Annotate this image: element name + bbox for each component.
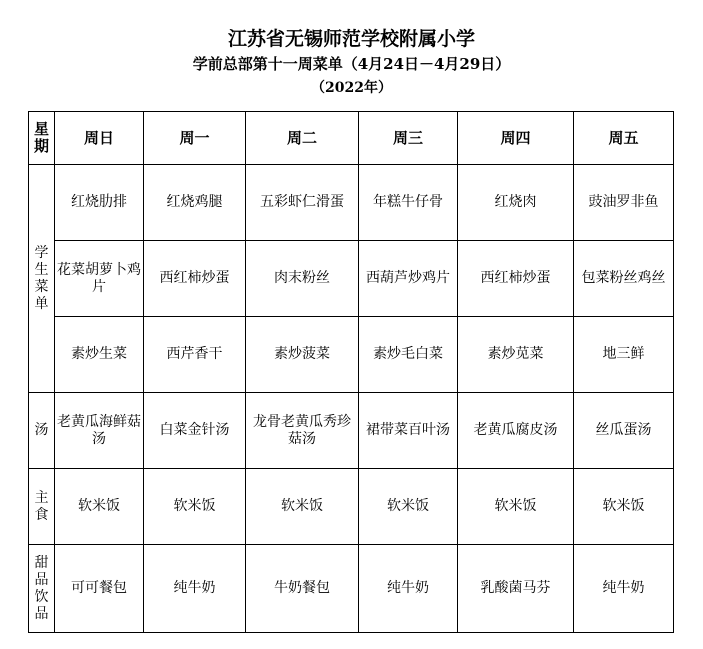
menu-cell: 年糕牛仔骨 [359, 165, 458, 241]
category-soup [29, 393, 55, 469]
day-header: 周一 [144, 112, 246, 165]
menu-year: （2022年） [311, 80, 392, 96]
menu-subtitle: 学前总部第十一周菜单（4月24日－4月29日） [192, 55, 511, 73]
category-char: 主 [34, 489, 49, 506]
menu-cell: 包菜粉丝鸡丝 [574, 241, 674, 317]
menu-cell: 老黄瓜海鲜菇汤 [55, 393, 144, 469]
menu-cell: 软米饭 [458, 469, 574, 545]
category-char: 学 [34, 244, 49, 261]
day-header: 周三 [359, 112, 458, 165]
category-char: 菜 [34, 278, 49, 295]
table-row [29, 241, 674, 317]
menu-cell: 软米饭 [246, 469, 359, 545]
category-char: 饮 [34, 588, 49, 605]
day-header: 周二 [246, 112, 359, 165]
menu-cell: 纯牛奶 [574, 545, 674, 633]
corner-label [29, 112, 55, 165]
category-student-menu [29, 165, 55, 393]
menu-cell: 西红柿炒蛋 [144, 241, 246, 317]
menu-cell: 裙带菜百叶汤 [359, 393, 458, 469]
category-char: 生 [34, 261, 49, 278]
menu-cell: 纯牛奶 [144, 545, 246, 633]
menu-cell: 素炒毛白菜 [359, 317, 458, 393]
menu-cell: 红烧鸡腿 [144, 165, 246, 241]
day-header: 周日 [55, 112, 144, 165]
staple-row [29, 469, 674, 545]
menu-cell: 白菜金针汤 [144, 393, 246, 469]
corner-char: 期 [33, 137, 49, 155]
category-char: 品 [34, 605, 49, 622]
category-char: 单 [34, 295, 49, 312]
dessert-row [29, 545, 674, 633]
menu-cell: 软米饭 [55, 469, 144, 545]
category-char: 甜 [34, 554, 49, 571]
page-title: 江苏省无锡师范学校附属小学 [227, 28, 475, 50]
weekly-menu-table [28, 111, 674, 633]
menu-cell: 素炒苋菜 [458, 317, 574, 393]
menu-cell: 软米饭 [144, 469, 246, 545]
menu-cell: 老黄瓜腐皮汤 [458, 393, 574, 469]
day-header: 周五 [574, 112, 674, 165]
menu-cell: 地三鲜 [574, 317, 674, 393]
day-header: 周四 [458, 112, 574, 165]
table-row [29, 165, 674, 241]
menu-cell: 豉油罗非鱼 [574, 165, 674, 241]
menu-cell: 软米饭 [574, 469, 674, 545]
category-char: 品 [34, 571, 49, 588]
menu-cell: 乳酸菌马芬 [458, 545, 574, 633]
menu-cell: 素炒生菜 [55, 317, 144, 393]
menu-cell: 花菜胡萝卜鸡片 [55, 241, 144, 317]
category-char: 汤 [34, 422, 49, 438]
menu-cell: 西葫芦炒鸡片 [359, 241, 458, 317]
soup-row [29, 393, 674, 469]
category-dessert [29, 545, 55, 633]
menu-cell: 牛奶餐包 [246, 545, 359, 633]
header-row [29, 112, 674, 165]
menu-cell: 肉末粉丝 [246, 241, 359, 317]
menu-cell: 五彩虾仁滑蛋 [246, 165, 359, 241]
category-staple [29, 469, 55, 545]
menu-cell: 西红柿炒蛋 [458, 241, 574, 317]
category-char: 食 [34, 506, 49, 523]
corner-char: 星 [33, 120, 49, 138]
menu-cell: 素炒菠菜 [246, 317, 359, 393]
menu-cell: 西芹香干 [144, 317, 246, 393]
menu-cell: 可可餐包 [55, 545, 144, 633]
table-row [29, 317, 674, 393]
menu-cell: 红烧肋排 [55, 165, 144, 241]
menu-cell: 红烧肉 [458, 165, 574, 241]
menu-cell: 龙骨老黄瓜秀珍菇汤 [246, 393, 359, 469]
menu-cell: 软米饭 [359, 469, 458, 545]
menu-cell: 丝瓜蛋汤 [574, 393, 674, 469]
menu-cell: 纯牛奶 [359, 545, 458, 633]
